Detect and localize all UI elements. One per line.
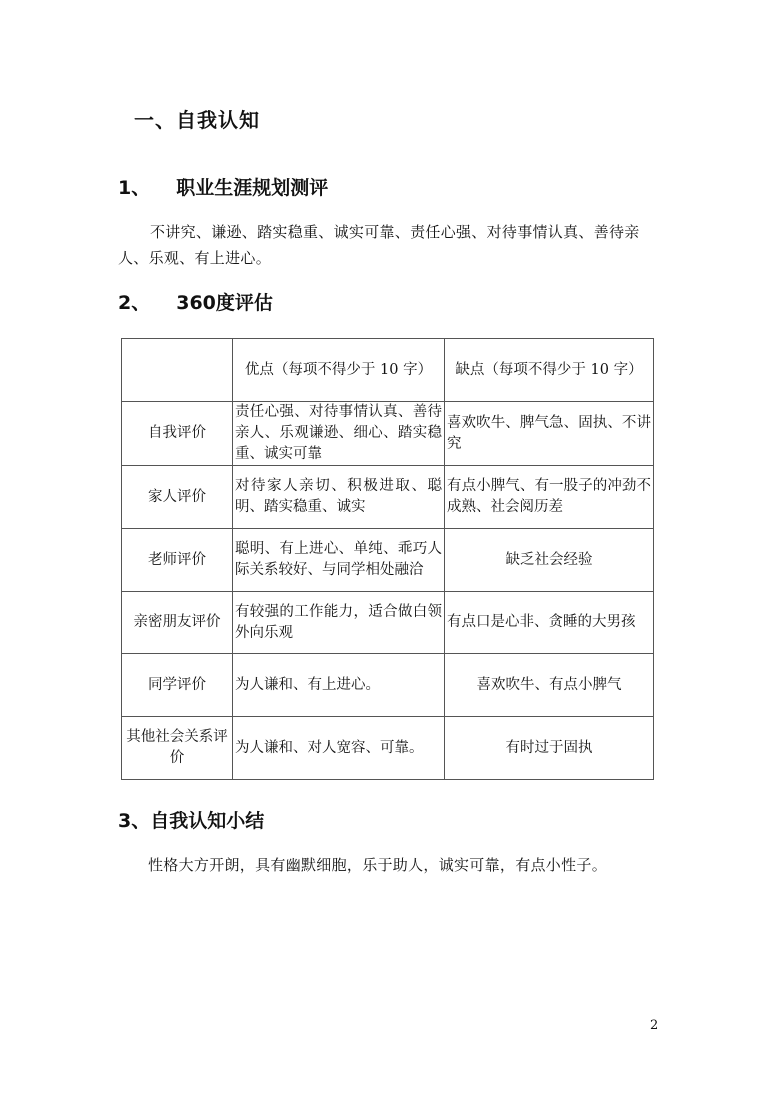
evaluation-table xyxy=(121,338,654,780)
header-cell-blank xyxy=(122,339,233,402)
subsection-number-2: 2、 xyxy=(118,292,151,314)
subsection-title-2: 360度评估 xyxy=(176,292,273,314)
subsection-heading-2 xyxy=(118,288,273,315)
cons-cell: 喜欢吹牛、有点小脾气 xyxy=(445,654,654,717)
assessment-paragraph: 不讲究、谦逊、踏实稳重、诚实可靠、责任心强、对待事情认真、善待亲人、乐观、有上进心。 xyxy=(118,223,640,267)
subsection-number-3: 3、 xyxy=(118,810,151,832)
cons-cell: 有点口是心非、贪睡的大男孩 xyxy=(445,592,654,654)
subsection-heading-1 xyxy=(118,173,328,200)
table-row xyxy=(122,402,654,466)
row-label: 家人评价 xyxy=(122,466,233,529)
table-row xyxy=(122,529,654,592)
pros-cell: 为人谦和、对人宽容、可靠。 xyxy=(233,717,445,780)
cons-cell: 缺乏社会经验 xyxy=(445,529,654,592)
table-header-row xyxy=(122,339,654,402)
header-cell-pros: 优点（每项不得少于 10 字） xyxy=(233,339,445,402)
row-label: 老师评价 xyxy=(122,529,233,592)
row-label: 其他社会关系评价 xyxy=(122,717,233,780)
pros-cell: 聪明、有上进心、单纯、乖巧人际关系较好、与同学相处融洽 xyxy=(233,529,445,592)
subsection-number-1: 1、 xyxy=(118,177,151,199)
pros-cell: 对待家人亲切、积极进取、聪明、踏实稳重、诚实 xyxy=(233,466,445,529)
section-title: 一、自我认知 xyxy=(134,108,260,132)
row-label: 亲密朋友评价 xyxy=(122,592,233,654)
summary-paragraph: 性格大方开朗，具有幽默细胞，乐于助人，诚实可靠，有点小性子。 xyxy=(148,856,608,874)
table-row xyxy=(122,717,654,780)
cons-cell: 有时过于固执 xyxy=(445,717,654,780)
table-row xyxy=(122,654,654,717)
row-label: 自我评价 xyxy=(122,402,233,466)
table-row xyxy=(122,466,654,529)
subsection-title-1: 职业生涯规划测评 xyxy=(176,177,329,199)
table-row xyxy=(122,592,654,654)
pros-cell: 为人谦和、有上进心。 xyxy=(233,654,445,717)
pros-cell: 责任心强、对待事情认真、善待亲人、乐观谦逊、细心、踏实稳重、诚实可靠 xyxy=(233,402,445,466)
row-label: 同学评价 xyxy=(122,654,233,717)
cons-cell: 有点小脾气、有一股子的冲劲不成熟、社会阅历差 xyxy=(445,466,654,529)
pros-cell: 有较强的工作能力，适合做白领外向乐观 xyxy=(233,592,445,654)
page-number: 2 xyxy=(650,1018,659,1033)
subsection-title-3: 自我认知小结 xyxy=(150,810,265,832)
subsection-heading-3 xyxy=(118,806,264,833)
cons-cell: 喜欢吹牛、脾气急、固执、不讲究 xyxy=(445,402,654,466)
header-cell-cons: 缺点（每项不得少于 10 字） xyxy=(445,339,654,402)
